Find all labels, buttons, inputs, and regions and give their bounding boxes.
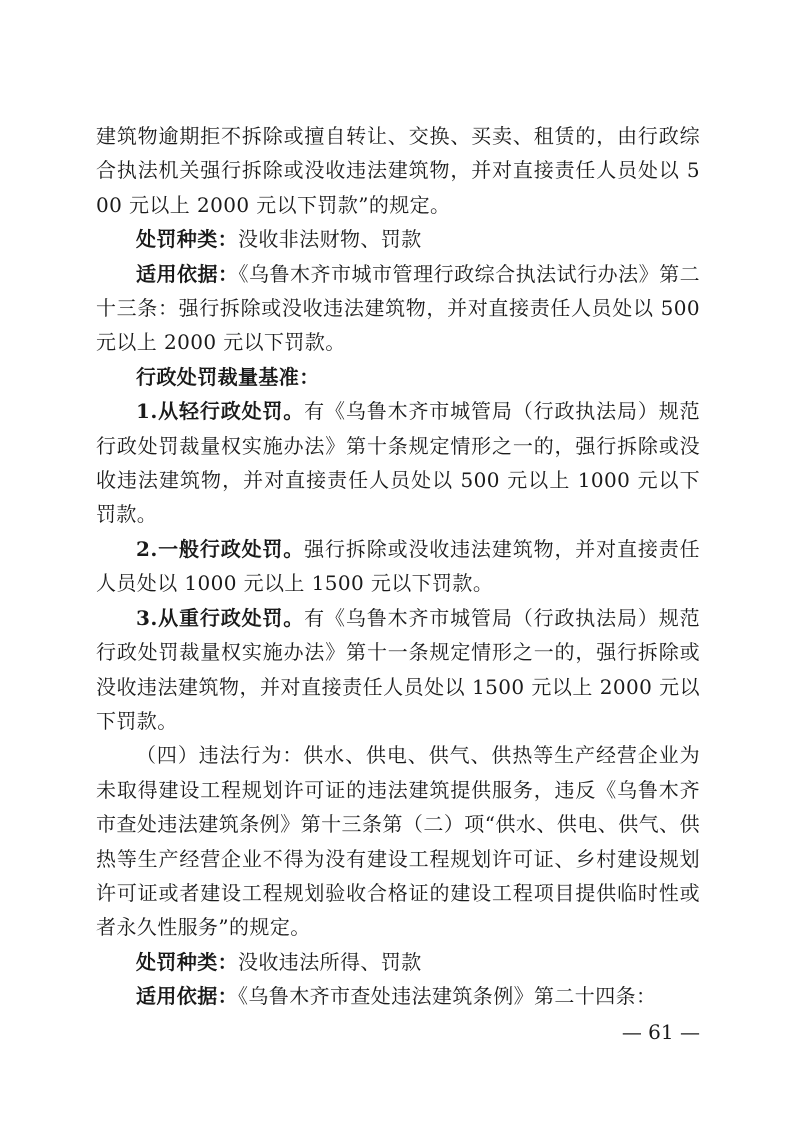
paragraph-text: 没收违法所得、罚款 [238,949,422,974]
body-text [96,119,700,1014]
paragraph-label: 适用依据： [136,261,239,286]
paragraph-label: 处罚种类： [136,949,238,974]
paragraph-general-penalty [96,532,700,601]
paragraph-severe-penalty [96,601,700,739]
paragraph-label: 3.从重行政处罚。 [136,605,305,630]
paragraph-legal-basis-two [96,979,700,1013]
paragraph-label: 适用依据： [136,984,238,1009]
paragraph-text: 有《乌鲁木齐市城管局（行政执法局）规范行政处罚裁量权实施办法》第十一条规定情形之一的，强行拆除或没收违法建筑物，并对直接责任人员处以 1500 元以上 2000 元以下罚款。 [96,605,700,733]
paragraph-legal-basis [96,257,700,360]
paragraph-text: （四）违法行为：供水、供电、供气、供热等生产经营企业为未取得建设工程规划许可证的违法建筑提供服务，违反《乌鲁木齐市查处违法建筑条例》第十三条第（二）项“供水、供电、供气、供热等生产经营企业不得为没有建设工程规划许可证、乡村建设规划许可证或者建设工程规划验收合格证的建设工程项目提供临时性或者永久性服务”的规定。 [96,743,700,940]
paragraph-label: 处罚种类： [136,227,238,252]
paragraph-text: 《乌鲁木齐市查处违法建筑条例》第二十四条： [238,984,657,1009]
paragraph-label: 行政处罚裁量基准： [136,364,320,389]
paragraph-text: 《乌鲁木齐市城市管理行政综合执法试行办法》第二十三条：强行拆除或没收违法建筑物，并对直接责任人员处以 500 元以上 2000 元以下罚款。 [96,261,701,355]
page-number: — 61 — [621,1020,700,1044]
paragraph-text: 没收非法财物、罚款 [238,227,422,252]
paragraph-penalty-type [96,222,700,256]
paragraph-penalty-type-two [96,945,700,979]
paragraph-text: 建筑物逾期拒不拆除或擅自转让、交换、买卖、租赁的，由行政综合执法机关强行拆除或没收违法建筑物，并对直接责任人员处以 500 元以上 2000 元以下罚款”的规定。 [96,124,700,217]
paragraph-discretion-standard [96,360,700,394]
paragraph-text: 强行拆除或没收违法建筑物，并对直接责任人员处以 1000 元以上 1500 元以下罚款。 [96,536,700,596]
paragraph-label: 1.从轻行政处罚。 [136,399,305,424]
paragraph-label: 2.一般行政处罚。 [136,536,305,561]
paragraph-continuation [96,119,700,222]
paragraph-text: 有《乌鲁木齐市城管局（行政执法局）规范行政处罚裁量权实施办法》第十条规定情形之一的，强行拆除或没收违法建筑物，并对直接责任人员处以 500 元以上 1000 元以下罚款。 [96,399,700,527]
paragraph-lenient-penalty [96,394,700,532]
paragraph-violation-four [96,738,700,944]
